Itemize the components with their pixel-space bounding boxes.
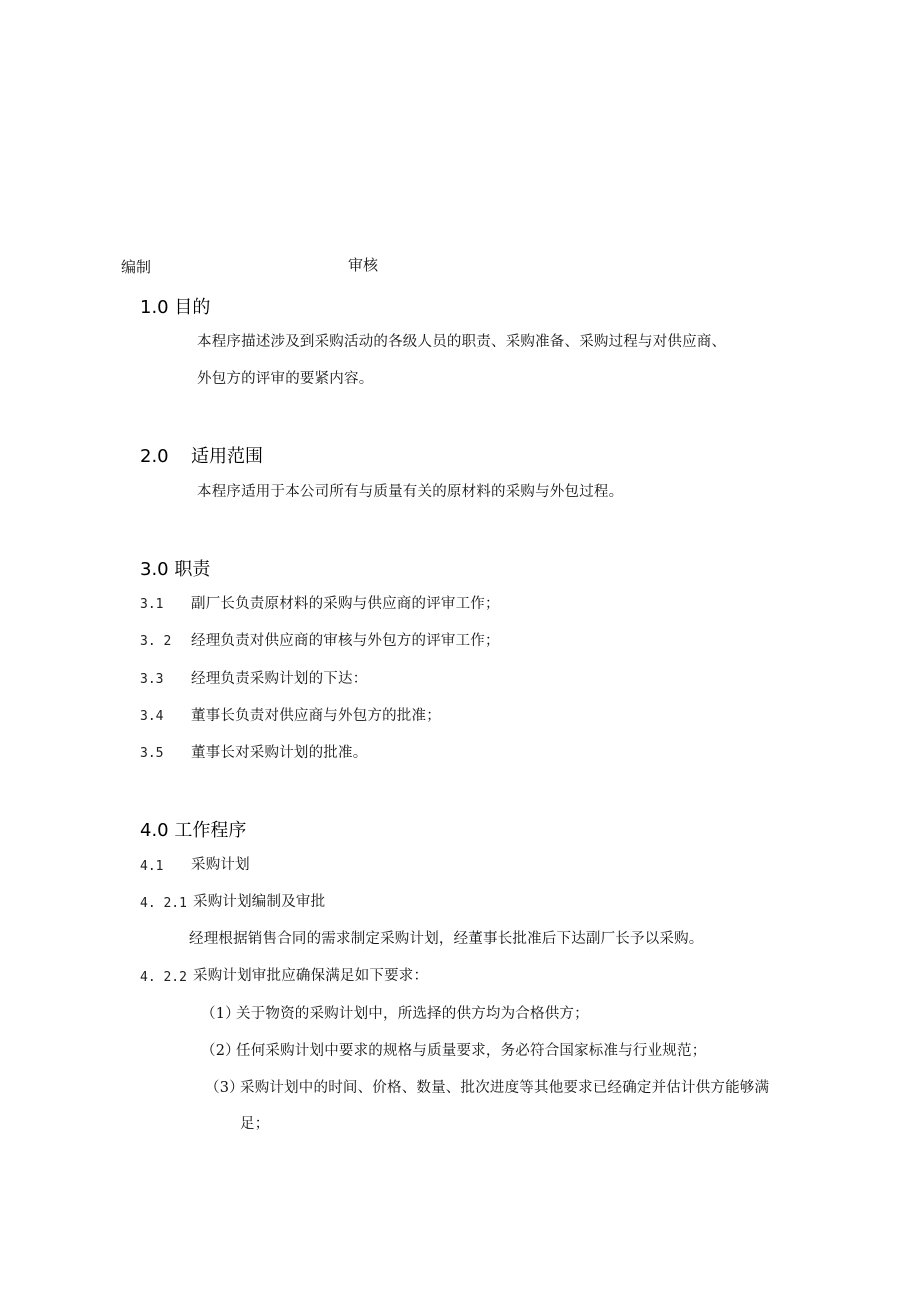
- duty-item-number: 3.3: [140, 672, 164, 687]
- duty-item-number: 3.4: [140, 709, 164, 724]
- requirement-marker: （2）: [201, 1043, 240, 1059]
- duty-item-text: 经理负责采购计划的下达：: [191, 671, 368, 687]
- requirement-text: 任何采购计划中要求的规格与质量要求，务必符合国家标准与行业规范；: [236, 1043, 707, 1059]
- duty-item-text: 经理负责对供应商的审核与外包方的评审工作；: [191, 633, 500, 649]
- procedure-item-text: 采购计划审批应确保满足如下要求：: [193, 968, 429, 984]
- duty-item-number: 3.1: [140, 597, 164, 612]
- requirement-text: 采购计划中的时间、价格、数量、批次进度等其他要求已经确定并估计供方能够满: [240, 1080, 770, 1096]
- section-2-number: 2.0: [140, 446, 169, 467]
- section-1-heading: 1.0 目的: [140, 297, 211, 318]
- procedure-item-number: 4. 2.2: [140, 970, 187, 985]
- procedure-item-text: 采购计划编制及审批: [193, 894, 326, 910]
- procedure-paragraph: 经理根据销售合同的需求制定采购计划，经董事长批准后下达副厂长予以采购。: [189, 931, 704, 947]
- section-3-heading: 3.0 职责: [140, 559, 211, 580]
- requirement-marker: （3）: [205, 1080, 244, 1096]
- requirement-marker: （1）: [201, 1006, 240, 1022]
- duty-item-text: 董事长对采购计划的批准。: [191, 745, 368, 761]
- author-label: 编制: [121, 258, 152, 276]
- section-1-paragraph-line-1: 本程序描述涉及到采购活动的各级人员的职责、采购准备、采购过程与对供应商、: [197, 334, 727, 350]
- duty-item-text: 董事长负责对供应商与外包方的批准；: [191, 708, 441, 724]
- duty-item-number: 3.5: [140, 746, 164, 761]
- procedure-item-number: 4. 2.1: [140, 896, 187, 911]
- duty-item-text: 副厂长负责原材料的采购与供应商的评审工作；: [191, 596, 500, 612]
- requirement-text: 关于物资的采购计划中，所选择的供方均为合格供方；: [236, 1006, 589, 1022]
- procedure-item-number: 4.1: [140, 859, 164, 874]
- procedure-item-text: 采购计划: [191, 857, 250, 873]
- reviewer-label: 审核: [348, 256, 379, 274]
- requirement-continuation: 足；: [240, 1116, 270, 1132]
- section-2-paragraph: 本程序适用于本公司所有与质量有关的原材料的采购与外包过程。: [197, 484, 624, 500]
- section-1-paragraph-line-2: 外包方的评审的要紧内容。: [197, 371, 374, 387]
- section-2-heading: 适用范围: [191, 446, 263, 467]
- duty-item-number: 3. 2: [140, 634, 172, 649]
- section-4-heading: 4.0 工作程序: [140, 820, 247, 841]
